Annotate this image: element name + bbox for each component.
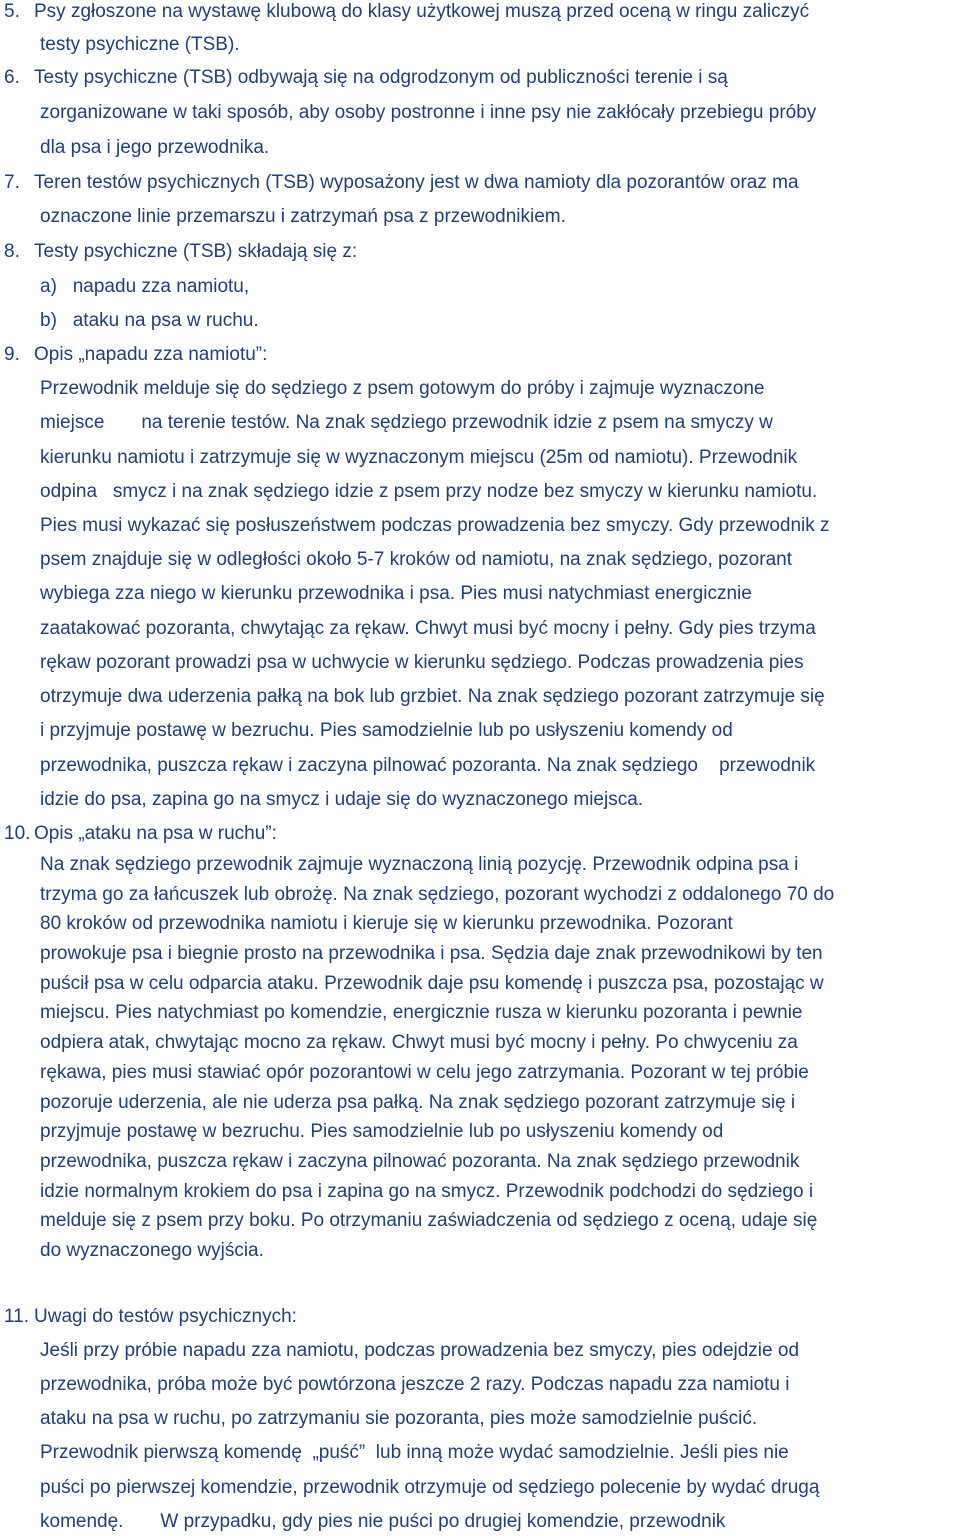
section-heading: Opis „napadu zza namiotu”: (34, 344, 268, 365)
text-line: Przewodnik melduje się do sędziego z psem gotowym do próby i zajmuje wyznaczone (40, 378, 765, 399)
text-line: wybiega zza niego w kierunku przewodnika i psa. Pies musi natychmiast energicznie (40, 583, 752, 604)
text-line: psem znajduje się w odległości około 5-7 kroków od namiotu, na znak sędziego, pozorant (40, 549, 792, 570)
text-line: przyjmuje postawę w bezruchu. Pies samodzielnie lub po usłyszeniu komendy od (40, 1121, 724, 1142)
text-line: odpina smycz i na znak sędziego idzie z psem przy nodze bez smyczy w kierunku namiotu. (40, 481, 818, 502)
text-line: idzie do psa, zapina go na smycz i udaje się do wyznaczonego miejsca. (40, 789, 644, 810)
text-line: puścił psa w celu odparcia ataku. Przewodnik daje psu komendę i puszcza psa, pozostając w (40, 973, 824, 994)
text-line: trzyma go za łańcuszek lub obrożę. Na znak sędziego, pozorant wychodzi z oddalonego 70 do (40, 884, 835, 905)
text-line: kierunku namiotu i zatrzymuje się w wyznaczonym miejscu (25m od namiotu). Przewodnik (40, 447, 798, 468)
text-line: oznaczone linie przemarszu i zatrzymań psa z przewodnikiem. (40, 206, 566, 227)
text-line: Testy psychiczne (TSB) odbywają się na odgrodzonym od publiczności terenie i są (34, 67, 728, 88)
item-number: 10. (4, 823, 31, 844)
section-heading: Opis „ataku na psa w ruchu”: (34, 823, 277, 844)
text-line: testy psychiczne (TSB). (40, 34, 240, 55)
item-number: 6. (4, 67, 20, 88)
text-line: ataku na psa w ruchu, po zatrzymaniu sie pozoranta, pies może samodzielnie puścić. (40, 1408, 758, 1429)
item-number: 8. (4, 241, 20, 262)
text-line: zorganizowane w taki sposób, aby osoby postronne i inne psy nie zakłócały przebiegu próby (40, 102, 817, 123)
text-line: pozoruje uderzenia, ale nie uderza psa pałką. Na znak sędziego pozorant zatrzymuje się i (40, 1092, 796, 1113)
text-line: miejscu. Pies natychmiast po komendzie, energicznie rusza w kierunku pozoranta i pewnie (40, 1002, 803, 1023)
item-number: 9. (4, 344, 20, 365)
text-line: prowokuje psa i biegnie prosto na przewodnika i psa. Sędzia daje znak przewodnikowi by ten (40, 943, 823, 964)
text-line: miejsce na terenie testów. Na znak sędziego przewodnik idzie z psem na smyczy w (40, 412, 773, 433)
text-line: do wyznaczonego wyjścia. (40, 1240, 264, 1261)
text-line: Testy psychiczne (TSB) składają się z: (34, 241, 358, 262)
text-line: komendę. W przypadku, gdy pies nie puści po drugiej komendzie, przewodnik (40, 1511, 726, 1532)
text-line: Teren testów psychicznych (TSB) wyposażony jest w dwa namioty dla pozorantów oraz ma (34, 172, 799, 193)
text-line: zaatakować pozoranta, chwytając za rękaw. Chwyt musi być mocny i pełny. Gdy pies trzyma (40, 618, 816, 639)
text-line: Pies musi wykazać się posłuszeństwem podczas prowadzenia bez smyczy. Gdy przewodnik z (40, 515, 830, 536)
item-number: 7. (4, 172, 20, 193)
section-heading: Uwagi do testów psychicznych: (34, 1306, 297, 1327)
text-line: Przewodnik pierwszą komendę „puść” lub inną może wydać samodzielnie. Jeśli pies nie (40, 1442, 789, 1463)
text-line: Na znak sędziego przewodnik zajmuje wyznaczoną linią pozycję. Przewodnik odpina psa i (40, 854, 799, 875)
item-number: 5. (4, 1, 20, 22)
text-line: przewodnika, puszcza rękaw i zaczyna pilnować pozoranta. Na znak sędziego przewodnik (40, 1151, 800, 1172)
text-line: 80 kroków od przewodnika namiotu i kieruje się w kierunku przewodnika. Pozorant (40, 913, 733, 934)
text-line: rękawa, pies musi stawiać opór pozorantowi w celu jego zatrzymania. Pozorant w tej próbie (40, 1062, 809, 1083)
text-line: idzie normalnym krokiem do psa i zapina go na smycz. Przewodnik podchodzi do sędziego i (40, 1181, 814, 1202)
text-line: Jeśli przy próbie napadu zza namiotu, podczas prowadzenia bez smyczy, pies odejdzie od (40, 1340, 800, 1361)
list-subitem-a: a) napadu zza namiotu, (40, 276, 250, 297)
text-line: dla psa i jego przewodnika. (40, 137, 270, 158)
item-number: 11. (4, 1306, 30, 1327)
text-line: rękaw pozorant prowadzi psa w uchwycie w kierunku sędziego. Podczas prowadzenia pies (40, 652, 804, 673)
text-line: przewodnika, puszcza rękaw i zaczyna pilnować pozoranta. Na znak sędziego przewodnik (40, 755, 816, 776)
text-line: otrzymuje dwa uderzenia pałką na bok lub grzbiet. Na znak sędziego pozorant zatrzymuje się (40, 686, 825, 707)
text-line: przewodnika, próba może być powtórzona jeszcze 2 razy. Podczas napadu zza namiotu i (40, 1374, 790, 1395)
text-line: puści po pierwszej komendzie, przewodnik otrzymuje od sędziego polecenie by wydać drugą (40, 1477, 820, 1498)
text-line: odpiera atak, chwytając mocno za rękaw. Chwyt musi być mocny i pełny. Po chwyceniu za (40, 1032, 798, 1053)
text-line: melduje się z psem przy boku. Po otrzymaniu zaświadczenia od sędziego z oceną, udaje się (40, 1210, 818, 1231)
text-line: i przyjmuje postawę w bezruchu. Pies samodzielnie lub po usłyszeniu komendy od (40, 720, 733, 741)
text-line: Psy zgłoszone na wystawę klubową do klasy użytkowej muszą przed oceną w ringu zaliczyć (34, 1, 810, 22)
list-subitem-b: b) ataku na psa w ruchu. (40, 310, 259, 331)
